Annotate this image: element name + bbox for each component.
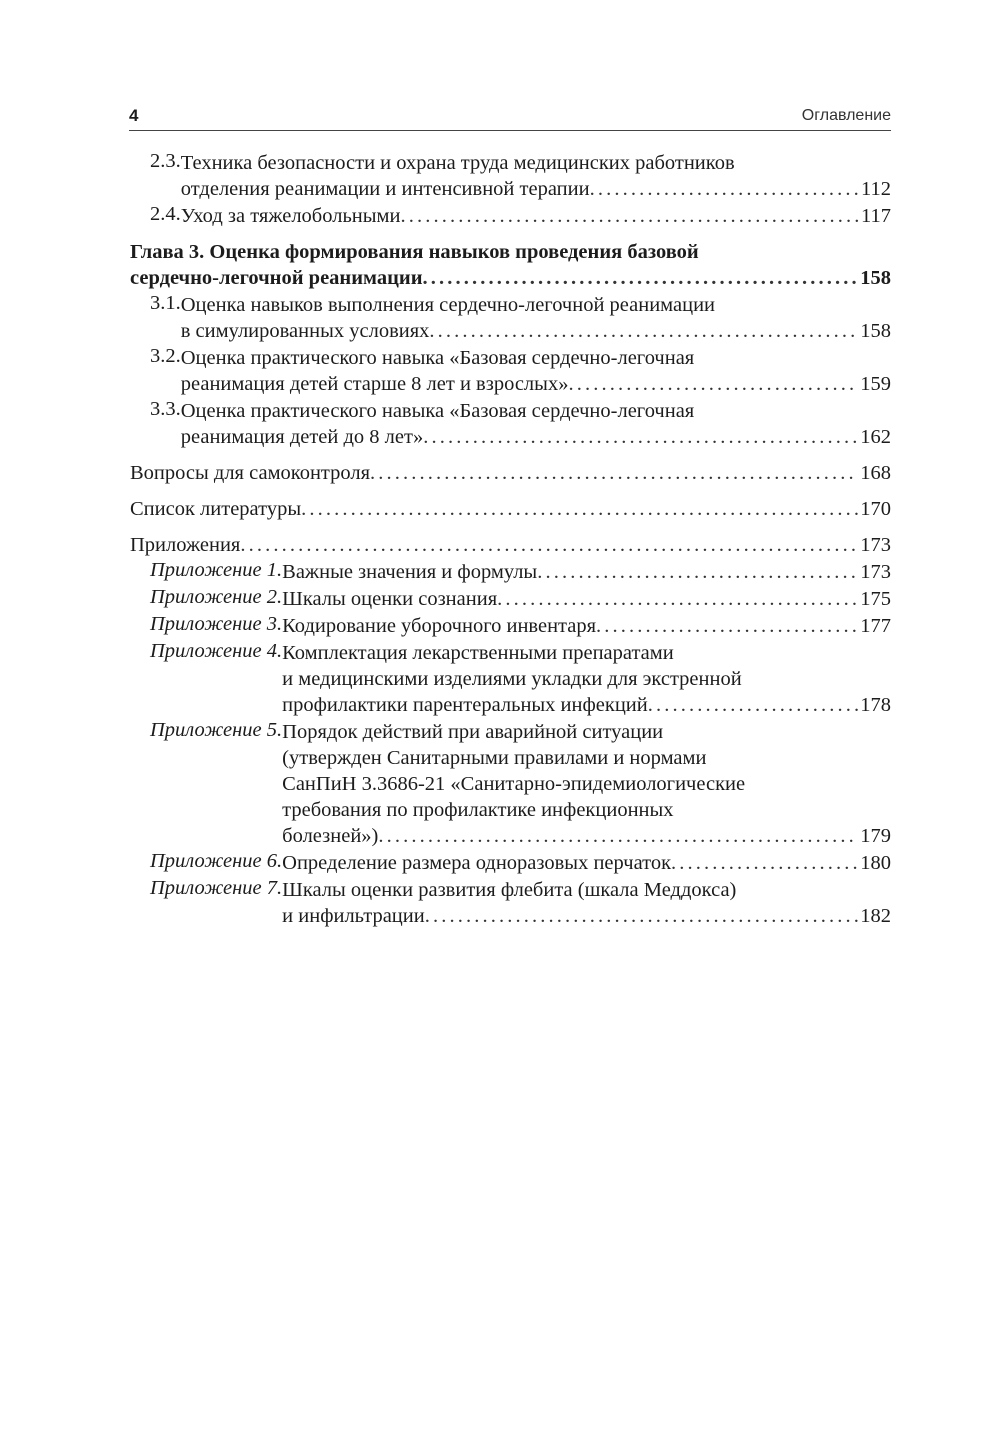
toc-page-number: 117	[861, 205, 891, 227]
toc-entry-last-line	[181, 318, 891, 344]
toc-entry-title-line: сердечно-легочной реанимации	[130, 267, 423, 289]
appendix-label: Приложение 7.	[150, 877, 283, 899]
leader-dots	[596, 613, 858, 639]
leader-dots	[400, 203, 859, 229]
toc-entry-title-line: Кодирование уборочного инвентаря	[282, 615, 597, 637]
toc-entry-title-line: профилактики парентеральных инфекций	[282, 694, 648, 716]
toc-entry-last-line	[181, 176, 891, 202]
toc-entry-last-line	[282, 586, 891, 612]
toc-entry-title-line: в симулированных условиях	[180, 320, 430, 342]
toc-entry[interactable]	[130, 532, 891, 558]
appendix-label: Приложение 2.	[150, 586, 283, 608]
toc-entry-last-line	[282, 850, 891, 876]
toc-entry-title-line: реанимация детей до 8 лет»	[180, 426, 424, 448]
toc-entry-last-line	[282, 823, 891, 849]
toc-entry[interactable]	[130, 850, 891, 876]
toc-page-number: 158	[860, 267, 891, 289]
toc-entry-title-line: Вопросы для самоконтроля	[130, 462, 371, 484]
toc-entry-title-line: Шкалы оценки сознания	[282, 588, 498, 610]
appendix-label: Приложение 1.	[150, 559, 283, 581]
toc-page-number: 159	[860, 373, 891, 395]
toc-entry-number: 3.1.	[150, 292, 181, 314]
page-number: 4	[129, 106, 139, 125]
toc-entry[interactable]	[130, 460, 891, 486]
leader-dots	[378, 823, 858, 849]
leader-dots	[590, 176, 859, 202]
toc-page-number: 177	[860, 615, 891, 637]
toc-entry-last-line	[282, 903, 891, 929]
toc-entry-number: 2.4.	[150, 203, 181, 225]
toc-entry-number: 3.3.	[150, 398, 181, 420]
toc-entry-title-line: Шкалы оценки развития флебита (шкала Меддокса)	[282, 879, 737, 901]
toc-entry-title-line: и инфильтрации	[282, 905, 425, 927]
toc-entry[interactable]	[130, 640, 891, 718]
toc-entry[interactable]	[130, 398, 891, 450]
appendix-label: Приложение 5.	[150, 719, 283, 741]
toc-entry-number: 3.2.	[150, 345, 181, 367]
toc-entry-title-line: СанПиН 3.3686-21 «Санитарно-эпидемиологические	[282, 773, 746, 795]
toc-entry[interactable]	[130, 203, 891, 229]
table-of-contents	[130, 150, 891, 930]
toc-entry-title-line: Техника безопасности и охрана труда медицинских работников	[180, 152, 735, 174]
toc-page-number: 162	[860, 426, 891, 448]
toc-entry-title-line: (утвержден Санитарными правилами и нормами	[282, 747, 707, 769]
toc-entry-last-line	[130, 532, 891, 558]
toc-entry-title-line: и медицинскими изделиями укладки для экстренной	[282, 668, 742, 690]
toc-entry[interactable]	[130, 719, 891, 849]
toc-page-number: 182	[860, 905, 891, 927]
toc-entry-last-line	[181, 424, 891, 450]
toc-entry-title-line: Определение размера одноразовых перчаток	[282, 852, 672, 874]
leader-dots	[425, 903, 859, 929]
toc-entry[interactable]	[130, 877, 891, 929]
leader-dots	[671, 850, 858, 876]
toc-entry-last-line	[282, 559, 891, 585]
toc-entry[interactable]	[130, 586, 891, 612]
toc-page-number: 173	[860, 534, 891, 556]
toc-page-number: 180	[860, 852, 891, 874]
toc-entry[interactable]	[130, 496, 891, 522]
toc-entry-title-line: Порядок действий при аварийной ситуации	[282, 721, 664, 743]
toc-entry[interactable]	[130, 345, 891, 397]
toc-entry-title-line: Оценка практического навыка «Базовая сердечно-легочная	[180, 400, 695, 422]
toc-entry[interactable]	[130, 613, 891, 639]
toc-entry-last-line	[282, 613, 891, 639]
leader-dots	[301, 496, 858, 522]
toc-page-number: 112	[861, 178, 891, 200]
appendix-label: Приложение 4.	[150, 640, 283, 662]
toc-entry-last-line	[181, 203, 891, 229]
toc-page-number: 168	[860, 462, 891, 484]
leader-dots	[497, 586, 858, 612]
toc-entry-last-line	[181, 371, 891, 397]
leader-dots	[537, 559, 858, 585]
toc-entry[interactable]	[130, 239, 891, 291]
leader-dots	[240, 532, 858, 558]
toc-entry[interactable]	[130, 150, 891, 202]
appendix-label: Приложение 3.	[150, 613, 283, 635]
leader-dots	[370, 460, 858, 486]
toc-entry[interactable]	[130, 559, 891, 585]
leader-dots	[423, 265, 859, 291]
toc-entry[interactable]	[130, 292, 891, 344]
toc-page-number: 173	[860, 561, 891, 583]
leader-dots	[568, 371, 858, 397]
leader-dots	[429, 318, 858, 344]
toc-entry-title-line: Список литературы	[130, 498, 302, 520]
toc-page-number: 178	[860, 694, 891, 716]
toc-entry-title-line: Оценка практического навыка «Базовая сердечно-легочная	[180, 347, 695, 369]
toc-page-number: 170	[860, 498, 891, 520]
appendix-label: Приложение 6.	[150, 850, 283, 872]
toc-entry-last-line	[282, 692, 891, 718]
toc-entry-title-line: Комплектация лекарственными препаратами	[282, 642, 674, 664]
toc-entry-last-line	[130, 496, 891, 522]
toc-entry-title-line: Глава 3. Оценка формирования навыков проведения базовой	[130, 241, 699, 263]
toc-entry-last-line	[130, 460, 891, 486]
toc-entry-title-line: требования по профилактике инфекционных	[282, 799, 674, 821]
toc-page-number: 175	[860, 588, 891, 610]
toc-entry-title-line: Важные значения и формулы	[282, 561, 538, 583]
toc-entry-title-line: Уход за тяжелобольными	[180, 205, 401, 227]
toc-entry-title-line: реанимация детей старше 8 лет и взрослых»	[180, 373, 569, 395]
toc-entry-last-line	[130, 265, 891, 291]
toc-entry-title-line: Приложения	[130, 534, 241, 556]
toc-entry-number: 2.3.	[150, 150, 181, 172]
leader-dots	[648, 692, 858, 718]
toc-page-number: 179	[860, 825, 891, 847]
section-title: Оглавление	[801, 107, 891, 124]
toc-page-number: 158	[860, 320, 891, 342]
toc-entry-title-line: Оценка навыков выполнения сердечно-легочной реанимации	[180, 294, 716, 316]
running-header	[129, 104, 891, 131]
toc-entry-title-line: отделения реанимации и интенсивной терапии	[180, 178, 590, 200]
toc-entry-title-line: болезней»)	[282, 825, 379, 847]
leader-dots	[423, 424, 858, 450]
